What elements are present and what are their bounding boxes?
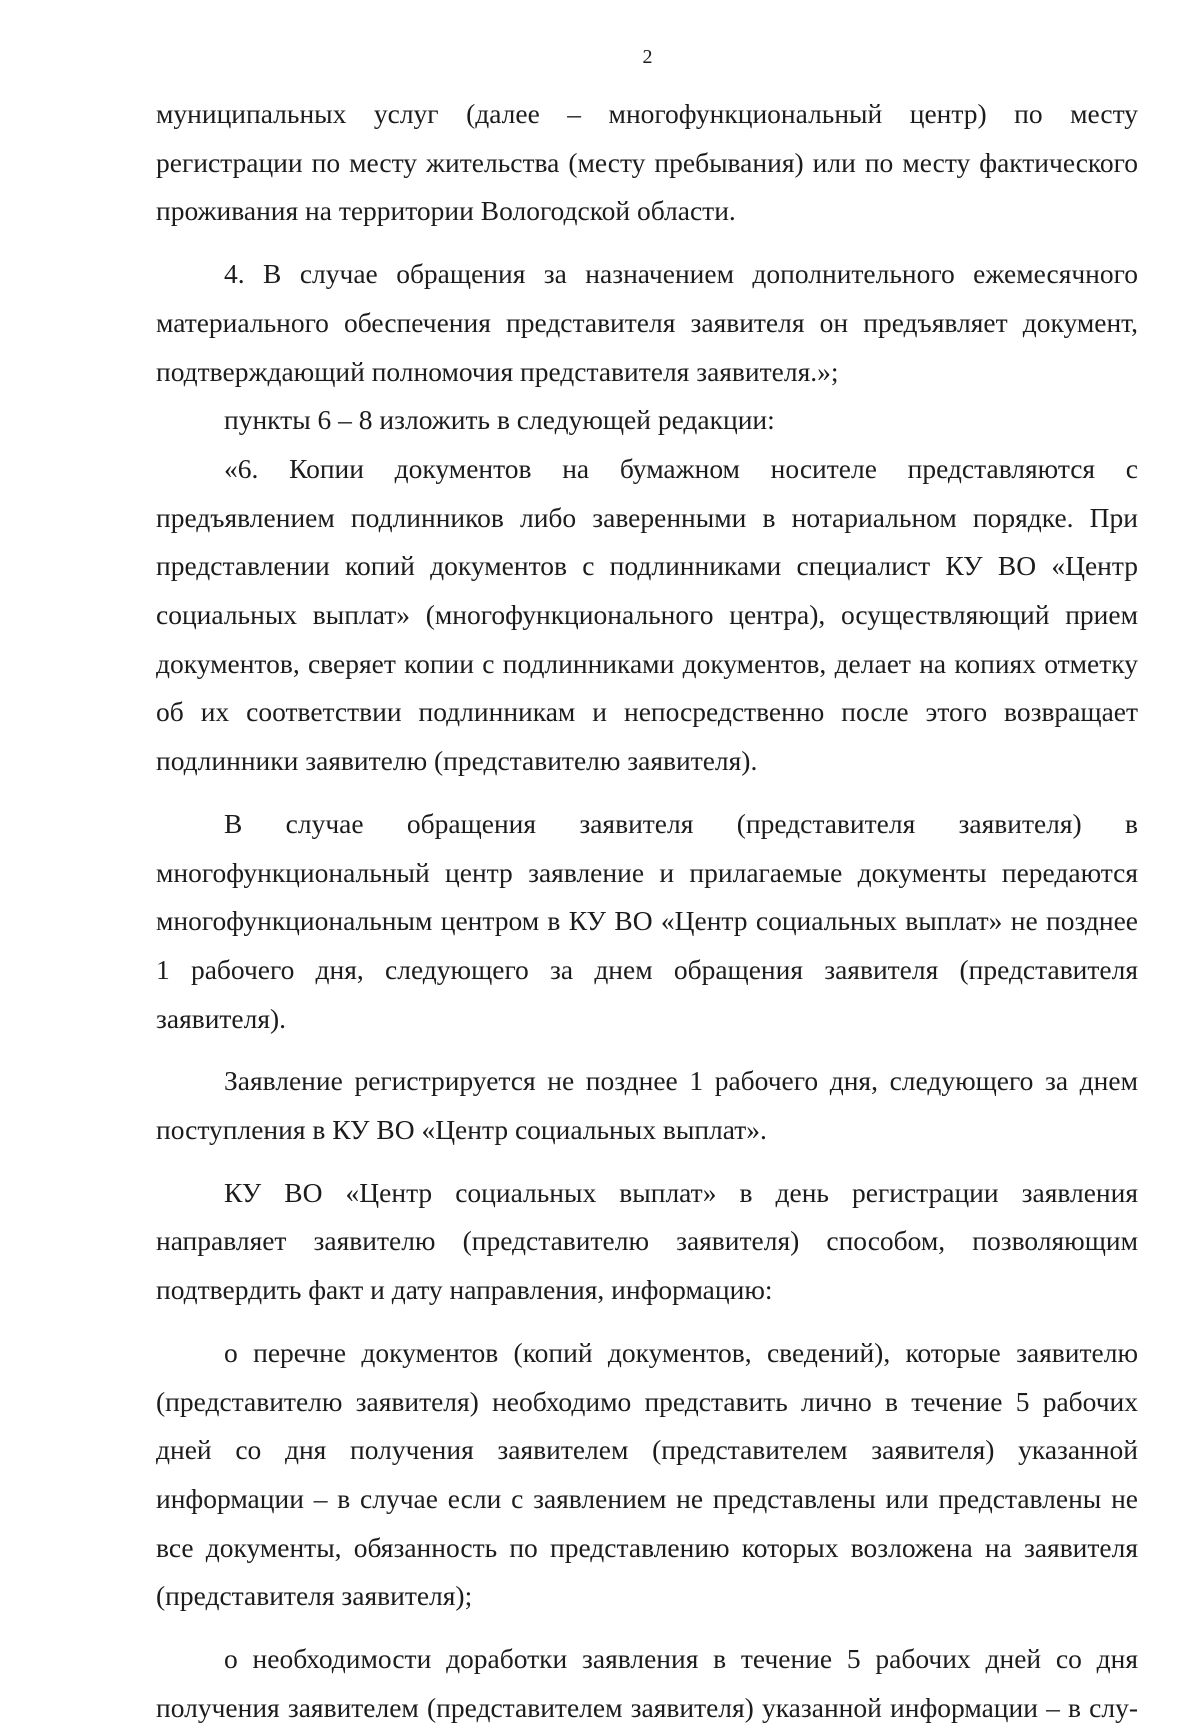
paragraph-registration: Заявление регистрируется не позднее 1 рабочего дня, следующего за днем поступления в КУ ВО «Центр социальных выплат». xyxy=(156,1065,1138,1146)
paragraph-item-6: «6. Копии документов на бумажном носителе представляются с предъявлением подлинников либо заверенными в нотариальном порядке. При представлении копий документов с подлинниками специалист КУ ВО «Центр социальных выплат» (многофункционального центра), осуществляющий прием документов, сверяет копии с подлинниками документов, делает на копиях отметку об их соответствии подлинникам и непосредственно после этого возвращает подлинники заявителю (представителю заявителя). xyxy=(156,452,1138,777)
document-body xyxy=(156,90,1138,1733)
paragraph-mfc-transfer: В случае обращения заявителя (представителя заявителя) в многофункциональный центр заявление и прилагаемые документы передаются многофункциональным центром в КУ ВО «Центр социальных выплат» не позднее 1 рабочего дня, следующего за днем обращения заявителя (представителя заявителя). xyxy=(156,807,1138,1034)
paragraph-items-6-8-intro: пункты 6 – 8 изложить в следующей редакции: xyxy=(224,404,775,436)
paragraph-notification: КУ ВО «Центр социальных выплат» в день регистрации заявления направляет заявителю (представителю заявителя) способом, позволяющим подтвердить факт и дату направления, информацию: xyxy=(156,1176,1138,1306)
paragraph-municipal-services: муниципальных услуг (далее – многофункциональный центр) по месту регистрации по месту жительства (месту пребывания) или по месту фактического проживания на территории Вологодской области. xyxy=(156,98,1138,227)
paragraph-item-4: 4. В случае обращения за назначением дополнительного ежемесячного материального обеспечения представителя заявителя он предъявляет документ, подтверждающий полномочия представителя заявителя.»; xyxy=(156,258,1138,387)
paragraph-revision: о необходимости доработки заявления в течение 5 рабочих дней со дня получения заявителем (представителем заявителя) указанной информации – в слу- xyxy=(156,1643,1138,1723)
paragraph-document-list: о перечне документов (копий документов, сведений), которые заявителю (представителю заявителя) необходимо представить лично в течение 5 рабочих дней со дня получения заявителем (представителем заявителя) указанной информации – в случае если с заявлением не представлены или представлены не все документы, обязанность по представлению которых возложена на заявителя (представителя заявителя); xyxy=(156,1336,1138,1612)
page-number: 2 xyxy=(642,46,653,68)
